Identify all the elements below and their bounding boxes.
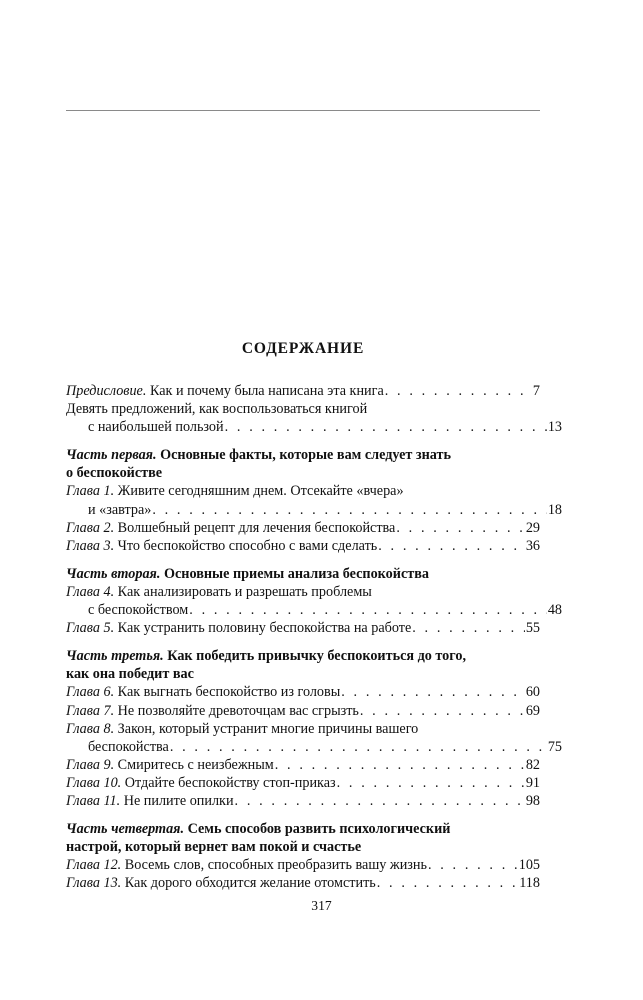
toc-entry-line[interactable]	[66, 418, 562, 436]
toc-page-number: 82	[525, 756, 540, 773]
toc-entry-label: Глава 10.	[66, 774, 122, 791]
toc-entry-title: Отдайте беспокойству стоп-приказ	[121, 774, 336, 791]
section-spacer	[66, 810, 540, 820]
toc-entry-text	[66, 874, 376, 892]
toc-part-line	[66, 464, 540, 482]
toc-part-line	[66, 647, 540, 665]
toc-entry-text	[66, 756, 274, 774]
toc-entry-title: Как выгнать беспокойство из головы	[114, 684, 341, 701]
toc-entry	[66, 774, 540, 792]
toc-part-line	[66, 565, 540, 583]
toc-entry-label: Глава 6.	[66, 684, 115, 701]
toc-entry-line[interactable]	[66, 583, 540, 601]
toc-entry-text	[66, 519, 395, 537]
toc-page-number: 60	[525, 684, 540, 701]
toc-entry-text	[66, 856, 427, 874]
section-spacer	[66, 637, 540, 647]
toc-entry-line[interactable]	[66, 774, 540, 792]
toc-entry-text	[66, 774, 336, 792]
page-folio: 317	[311, 898, 332, 913]
toc-entry-line[interactable]	[66, 519, 540, 537]
toc-part-line	[66, 820, 540, 838]
toc-entry-text	[66, 792, 234, 810]
toc-entry-text	[66, 683, 340, 701]
toc-entry-label: Глава 9.	[66, 756, 115, 773]
toc-entry-line[interactable]	[66, 482, 540, 500]
toc-entry-label: Глава 11.	[66, 792, 121, 809]
toc-entry-text	[88, 501, 151, 519]
toc-entry-title: Что беспокойство способно с вами сделать	[114, 537, 378, 554]
toc-entry	[66, 519, 540, 537]
toc-page-number: 55	[525, 620, 540, 637]
toc-entry-label: Глава 2.	[66, 519, 115, 536]
toc-entry-title: и «завтра»	[88, 501, 152, 518]
toc-entry-line[interactable]	[66, 400, 540, 418]
toc-entry-label: Глава 12.	[66, 857, 122, 874]
dot-leader	[428, 856, 518, 874]
dot-leader	[412, 619, 525, 637]
toc-part-label: Часть первая.	[66, 447, 157, 464]
toc-part-label: Часть третья.	[66, 648, 164, 665]
toc-page-number: 69	[525, 702, 540, 719]
section-spacer	[66, 555, 540, 565]
toc-page-number: 13	[547, 419, 562, 436]
toc-entry	[66, 792, 540, 810]
toc-entry-title: Закон, который устранит многие причины вашего	[114, 720, 419, 737]
toc-entry-text	[66, 537, 377, 555]
toc-entry	[66, 756, 540, 774]
toc-part-line	[66, 446, 540, 464]
toc-page-number: 91	[525, 774, 540, 791]
toc-part-heading	[66, 820, 540, 856]
toc-entry-line[interactable]	[66, 619, 540, 637]
toc-entry	[66, 482, 562, 518]
toc-entry-title: Волшебный рецепт для лечения беспокойства	[114, 519, 396, 536]
toc-entry-label: Глава 8.	[66, 720, 115, 737]
toc-entry-label: Глава 13.	[66, 875, 122, 892]
toc-part-text: Как победить привычку беспокоиться до того,	[163, 648, 467, 665]
toc-entry-text	[88, 418, 224, 436]
toc-entry-label: Глава 5.	[66, 620, 115, 637]
toc-entry-title: беспокойства	[88, 738, 169, 755]
toc-entry-title: с наибольшей пользой	[88, 419, 224, 436]
page-title: СОДЕРЖАНИЕ	[241, 340, 365, 357]
toc-entry-title: Как устранить половину беспокойства на работе	[114, 620, 412, 637]
toc-entry-line[interactable]	[66, 382, 540, 400]
toc-entry-label: Глава 1.	[66, 483, 115, 500]
toc-entry-line[interactable]	[66, 601, 562, 619]
header-rule	[66, 110, 540, 111]
toc-page-number: 29	[525, 519, 540, 536]
toc-entry-label: Предисловие.	[66, 383, 147, 399]
toc-entry-title: Как дорого обходится желание отомстить	[121, 875, 376, 892]
section-spacer	[66, 436, 540, 446]
dot-leader	[385, 382, 532, 400]
toc-part-text: о беспокойстве	[66, 465, 163, 482]
toc-part-label: Часть четвертая.	[66, 821, 185, 838]
toc-entry-title: Восемь слов, способных преобразить вашу жизнь	[121, 857, 427, 874]
toc-entry-line[interactable]	[66, 856, 540, 874]
toc-entry	[66, 537, 540, 555]
dot-leader	[337, 774, 525, 792]
toc-page-number: 48	[547, 602, 562, 619]
toc-part-heading	[66, 446, 540, 482]
toc-entry-line[interactable]	[66, 683, 540, 701]
dot-leader	[360, 702, 525, 720]
toc-entry-label: Глава 4.	[66, 583, 115, 600]
toc-entry-line[interactable]	[66, 738, 562, 756]
toc-entry-title: Живите сегодняшним днем. Отсекайте «вчера»	[114, 483, 404, 500]
toc-entry-line[interactable]	[66, 874, 540, 892]
toc-entry-text	[88, 738, 169, 756]
dot-leader	[378, 537, 525, 555]
toc-part-text: Основные приемы анализа беспокойства	[160, 565, 429, 582]
dot-leader	[396, 519, 524, 537]
toc-part-line	[66, 838, 540, 856]
toc-entry	[66, 856, 540, 874]
toc-entry	[66, 683, 540, 701]
toc-entry-label: Глава 7.	[66, 702, 115, 719]
toc-page-number: 105	[518, 857, 540, 874]
toc-entry-title: Как анализировать и разрешать проблемы	[114, 583, 372, 600]
dot-leader	[275, 756, 525, 774]
toc-page-number: 118	[519, 875, 540, 892]
toc-entry-list	[66, 382, 562, 892]
table-of-contents	[66, 340, 562, 892]
toc-entry-title: Девять предложений, как воспользоваться книгой	[66, 401, 368, 418]
toc-part-line	[66, 665, 540, 683]
dot-leader	[170, 738, 547, 756]
toc-page-number: 18	[547, 501, 562, 518]
toc-entry-line[interactable]	[66, 537, 540, 555]
toc-entry-title: Как и почему была написана эта книга	[146, 383, 384, 399]
toc-entry	[66, 619, 540, 637]
toc-entry	[66, 720, 562, 756]
toc-part-text: как она победит вас	[66, 666, 194, 683]
toc-entry-title: с беспокойством	[88, 602, 189, 619]
toc-entry-line[interactable]	[66, 720, 540, 738]
toc-entry-title: Смиритесь с неизбежным	[114, 756, 274, 773]
toc-page-number: 75	[547, 738, 562, 755]
toc-part-text: Основные факты, которые вам следует знать	[156, 447, 451, 464]
dot-leader	[341, 683, 525, 701]
toc-entry	[66, 382, 540, 400]
dot-leader	[225, 418, 547, 436]
dot-leader	[377, 874, 518, 892]
toc-entry-text	[66, 382, 384, 400]
toc-part-label: Часть вторая.	[66, 565, 161, 582]
toc-part-text: Семь способов развить психологический	[184, 821, 451, 838]
toc-page-number: 36	[525, 537, 540, 554]
toc-part-heading	[66, 647, 540, 683]
toc-entry-text	[66, 619, 411, 637]
toc-entry	[66, 400, 562, 436]
toc-entry-title: Не пилите опилки	[120, 792, 234, 809]
toc-entry-label: Глава 3.	[66, 537, 115, 554]
dot-leader	[152, 501, 546, 519]
toc-entry-line[interactable]	[66, 756, 540, 774]
toc-entry-line[interactable]	[66, 792, 540, 810]
toc-entry-text	[88, 601, 188, 619]
toc-entry	[66, 874, 540, 892]
dot-leader	[189, 601, 547, 619]
toc-part-text: настрой, который вернет вам покой и счастье	[66, 839, 362, 856]
toc-entry-line[interactable]	[66, 702, 540, 720]
toc-page-number: 98	[525, 792, 540, 809]
toc-entry	[66, 583, 562, 619]
toc-page-number: 7	[532, 383, 540, 399]
dot-leader	[235, 792, 525, 810]
toc-entry-title: Не позволяйте древоточцам вас сгрызть	[114, 702, 359, 719]
toc-entry	[66, 702, 540, 720]
toc-entry-line[interactable]	[66, 501, 562, 519]
toc-entry-text	[66, 702, 359, 720]
toc-part-heading	[66, 565, 540, 583]
